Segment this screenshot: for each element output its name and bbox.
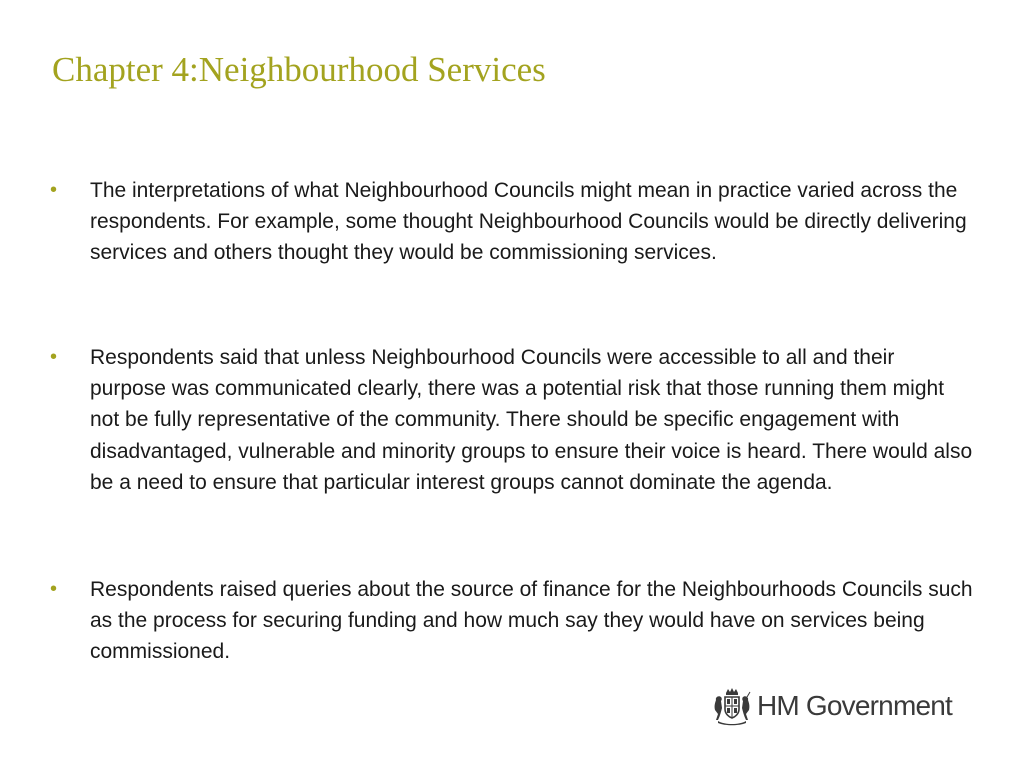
bullet-text: Respondents said that unless Neighbourhood Councils were accessible to all and their purpose was communicated clearly, there was a potential risk that those running them might not be fully representative of the community. There should be specific engagement with disadvantaged, vulnerable and minority groups to ensure their voice is heard. There would also be a need to ensure that particular interest groups cannot dominate the agenda. [90, 346, 973, 494]
bullet-text: Respondents raised queries about the source of finance for the Neighbourhoods Councils such as the process for securing funding and how much say they would have on services being commissioned. [90, 578, 973, 664]
bullet-text: The interpretations of what Neighbourhood Councils might mean in practice varied across the respondents. For example, some thought Neighbourhood Councils would be directly delivering services and others thought they would be commissioning services. [90, 179, 967, 265]
logo-text: HM Government [757, 690, 952, 721]
bullet-marker: • [50, 578, 58, 600]
slide-title: Chapter 4:Neighbourhood Services [52, 50, 546, 89]
royal-crest-icon [713, 686, 751, 726]
hm-government-logo [713, 684, 952, 728]
bullet-marker: • [50, 346, 58, 368]
bullet-marker: • [50, 179, 58, 201]
